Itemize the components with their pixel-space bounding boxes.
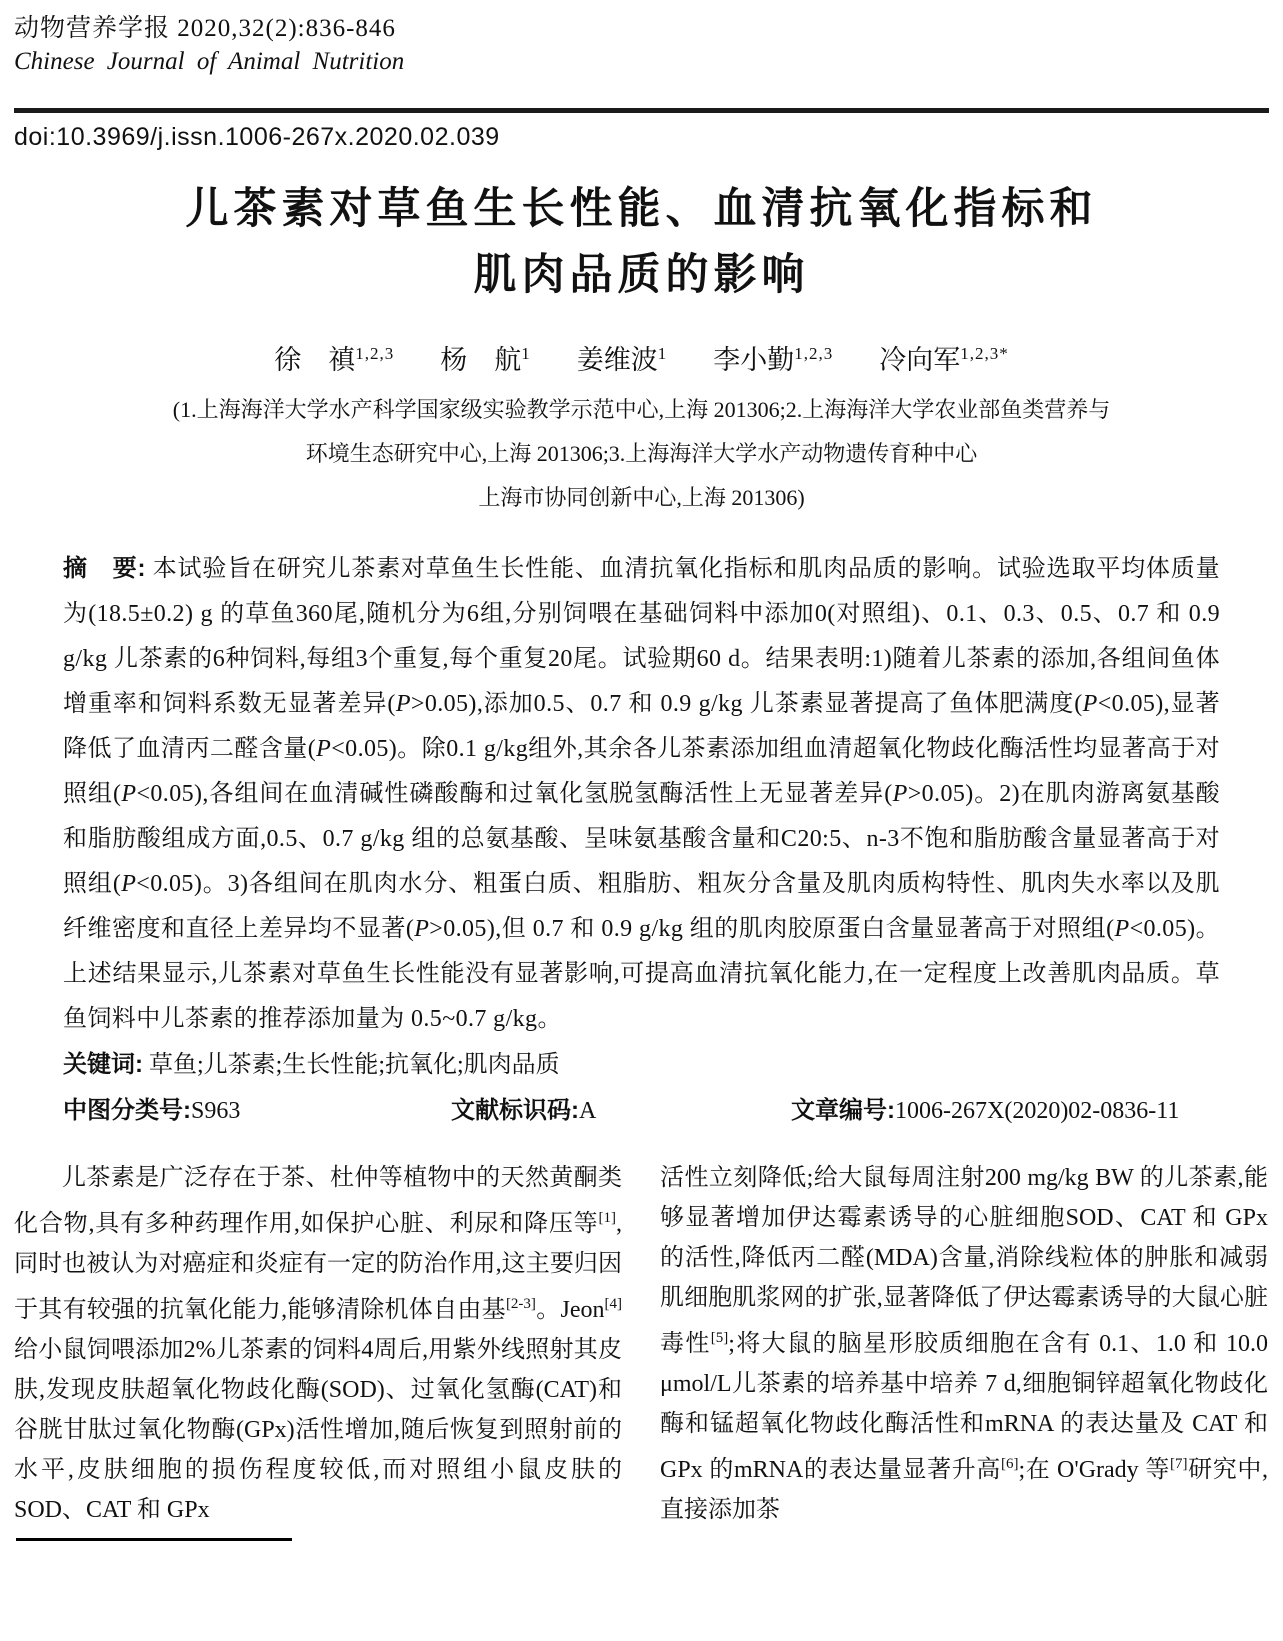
author-superscript: 1 bbox=[521, 344, 531, 363]
classification-item bbox=[791, 1088, 1220, 1134]
author-name: 徐 禛 bbox=[274, 345, 356, 375]
classification-label: 中图分类号: bbox=[63, 1097, 191, 1124]
p-value-symbol: P bbox=[121, 871, 137, 897]
author-superscript: 1,2,3* bbox=[960, 344, 1009, 363]
body-right-column bbox=[660, 1158, 1268, 1541]
classification-label: 文献标识码: bbox=[451, 1097, 579, 1124]
classification-line bbox=[63, 1088, 1220, 1134]
abstract-label: 摘 要: bbox=[63, 555, 146, 582]
citation-superscript: [5] bbox=[710, 1330, 729, 1346]
article-title-line1: 儿茶素对草鱼生长性能、血清抗氧化指标和 bbox=[185, 185, 1098, 233]
p-value-symbol: P bbox=[892, 781, 908, 807]
abstract-text: 本试验旨在研究儿茶素对草鱼生长性能、血清抗氧化指标和肌肉品质的影响。试验选取平均体质量为(18.5±0.2) g 的草鱼360尾,随机分为6组,分别饲喂在基础饲料中添加0(对照组)、0.1、0.3、0.5、0.7 和 0.9 g/kg 儿茶素的6种饲料,每组3个重复,每个重复20尾。试验期60 d。结果表明:1)随着儿茶素的添加,各组间鱼体增重率和饲料系数无显著差异(P>0.05),添加0.5、0.7 和 0.9 g/kg 儿茶素显著提高了鱼体肥满度(P<0.05),显著降低了血清丙二醛含量(P<0.05)。除0.1 g/kg组外,其余各儿茶素添加组血清超氧化物歧化酶活性均显著高于对照组(P<0.05),各组间在血清碱性磷酸酶和过氧化氢脱氢酶活性上无显著差异(P>0.05)。2)在肌肉游离氨基酸和脂肪酸组成方面,0.5、0.7 g/kg 组的总氨基酸、呈味氨基酸含量和C20:5、n-3不饱和脂肪酸含量显著高于对照组(P<0.05)。3)各组间在肌肉水分、粗蛋白质、粗脂肪、粗灰分含量及肌肉质构特性、肌肉失水率以及肌纤维密度和直径上差异均不显著(P>0.05),但 0.7 和 0.9 g/kg 组的肌肉胶原蛋白含量显著高于对照组(P<0.05)。上述结果显示,儿茶素对草鱼生长性能没有显著影响,可提高血清抗氧化能力,在一定程度上改善肌肉品质。草鱼饲料中儿茶素的推荐添加量为 0.5~0.7 g/kg。 bbox=[63, 556, 1220, 1032]
affiliation-line: (1.上海海洋大学水产科学国家级实验教学示范中心,上海 201306;2.上海海洋大学农业部鱼类营养与 bbox=[172, 397, 1111, 422]
author bbox=[879, 336, 1009, 378]
author-name: 姜维波 bbox=[576, 345, 658, 375]
author bbox=[577, 336, 668, 378]
p-value-symbol: P bbox=[1114, 916, 1130, 942]
classification-value: 1006-267X(2020)02-0836-11 bbox=[895, 1098, 1180, 1124]
author-name: 李小勤 bbox=[713, 345, 795, 375]
classification-item bbox=[451, 1088, 791, 1134]
citation-superscript: [4] bbox=[604, 1296, 622, 1312]
author bbox=[274, 336, 394, 378]
citation-superscript: [1] bbox=[598, 1210, 616, 1226]
classification-item bbox=[63, 1088, 451, 1134]
author bbox=[713, 336, 833, 378]
author-superscript: 1,2,3 bbox=[355, 344, 395, 363]
author-name: 杨 航 bbox=[440, 345, 522, 375]
body-left-column bbox=[14, 1158, 622, 1541]
p-value-symbol: P bbox=[395, 691, 411, 717]
classification-value: S963 bbox=[191, 1098, 241, 1124]
affiliation-line: 环境生态研究中心,上海 201306;3.上海海洋大学水产动物遗传育种中心 bbox=[305, 441, 978, 466]
p-value-symbol: P bbox=[1082, 691, 1098, 717]
classification-value: A bbox=[579, 1098, 597, 1124]
abstract-section bbox=[63, 546, 1220, 1042]
author-superscript: 1 bbox=[657, 344, 668, 363]
affiliation-line: 上海市协同创新中心,上海 201306) bbox=[478, 485, 805, 510]
article-title-line2: 肌肉品质的影响 bbox=[473, 251, 810, 299]
author bbox=[440, 336, 531, 378]
p-value-symbol: P bbox=[414, 916, 430, 942]
journal-title-en: Chinese Journal of Animal Nutrition bbox=[14, 48, 405, 75]
p-value-symbol: P bbox=[121, 781, 137, 807]
footnote-divider bbox=[16, 1538, 292, 1541]
journal-title-cn: 动物营养学报 2020,32(2):836-846 bbox=[14, 15, 396, 42]
author-superscript: 1,2,3 bbox=[794, 344, 834, 363]
p-value-symbol: P bbox=[316, 736, 332, 762]
article-title bbox=[14, 176, 1269, 308]
citation-superscript: [6] bbox=[1000, 1456, 1019, 1472]
header-divider-rule bbox=[14, 108, 1269, 113]
author-name: 冷向军 bbox=[879, 345, 961, 375]
classification-label: 文章编号: bbox=[791, 1097, 895, 1124]
keywords-text: 草鱼;儿茶素;生长性能;抗氧化;肌肉品质 bbox=[143, 1052, 560, 1078]
citation-superscript: [7] bbox=[1169, 1456, 1188, 1472]
journal-header bbox=[14, 12, 1269, 78]
body-left-paragraph: 儿茶素是广泛存在于茶、杜仲等植物中的天然黄酮类化合物,具有多种药理作用,如保护心脏、利尿和降压等[1],同时也被认为对癌症和炎症有一定的防治作用,这主要归因于其有较强的抗氧化能力,能够清除机体自由基[2-3]。Jeon[4]给小鼠饲喂添加2%儿茶素的饲料4周后,用紫外线照射其皮肤,发现皮肤超氧化物歧化酶(SOD)、过氧化氢酶(CAT)和谷胱甘肽过氧化物酶(GPx)活性增加,随后恢复到照射前的水平,皮肤细胞的损伤程度较低,而对照组小鼠皮肤的 SOD、CAT 和 GPx bbox=[14, 1165, 622, 1523]
citation-superscript: [2-3] bbox=[505, 1296, 536, 1312]
keywords-label: 关键词: bbox=[63, 1051, 143, 1078]
authors-line bbox=[14, 336, 1269, 378]
affiliations bbox=[14, 388, 1269, 520]
body-right-paragraph: 活性立刻降低;给大鼠每周注射200 mg/kg BW 的儿茶素,能够显著增加伊达霉素诱导的心脏细胞SOD、CAT 和 GPx 的活性,降低丙二醛(MDA)含量,消除线粒体的肿胀和减弱肌细胞肌浆网的扩张,显著降低了伊达霉素诱导的大鼠心脏毒性[5];将大鼠的脑星形胶质细胞在含有 0.1、1.0 和 10.0 μmol/L儿茶素的培养基中培养 7 d,细胞铜锌超氧化物歧化酶和锰超氧化物歧化酶活性和mRNA 的表达量及 CAT 和 GPx 的mRNA的表达量显著升高[6];在 O'Grady 等[7]研究中,直接添加茶 bbox=[660, 1165, 1269, 1523]
body-columns bbox=[14, 1158, 1269, 1541]
doi-line: doi:10.3969/j.issn.1006-267x.2020.02.039 bbox=[14, 123, 500, 151]
keywords-line bbox=[63, 1042, 1220, 1088]
